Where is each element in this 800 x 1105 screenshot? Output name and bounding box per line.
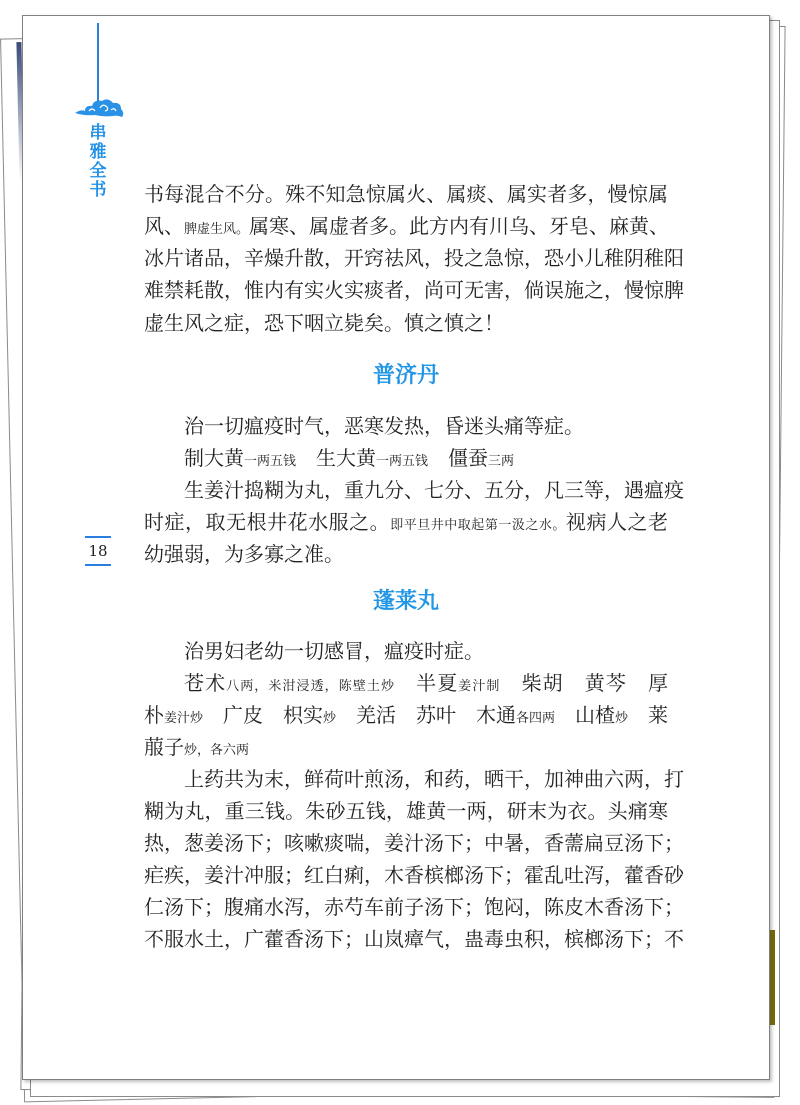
text-segment: 山楂 — [555, 703, 616, 727]
annotation-note: 三两 — [488, 454, 515, 469]
text-segment: 生大黄 — [296, 446, 377, 470]
text-line — [144, 862, 684, 888]
text-line — [144, 277, 684, 303]
annotation-note: 炒 — [615, 711, 629, 726]
text-segment: 莱 — [628, 703, 669, 727]
text-line — [144, 702, 668, 732]
text-segment: 羌活 苏叶 木通 — [336, 703, 517, 727]
page-number: 18 — [85, 536, 111, 566]
text-line — [144, 830, 684, 856]
text-line — [184, 477, 684, 503]
text-line — [144, 245, 684, 271]
text-line — [144, 541, 668, 567]
annotation-note: 炒 — [323, 711, 337, 726]
text-line — [144, 894, 684, 920]
text-segment: 柴胡 黄芩 厚 — [500, 671, 669, 695]
text-line — [184, 445, 668, 475]
text-line — [144, 310, 668, 336]
text-segment: 僵蚕 — [428, 446, 489, 470]
annotation-note: 各四两 — [516, 711, 556, 726]
annotation-note: 即平旦井中取起第一汲之水。 — [390, 518, 566, 533]
text-segment: 时症，取无根井花水服之。 — [144, 510, 391, 534]
annotation-note: 一两五钱 — [244, 454, 297, 469]
text-segment: 治男妇老幼一切感冒，瘟疫时症。 — [184, 639, 484, 663]
text-segment: 热，葱姜汤下；咳嗽痰喘，姜汁汤下；中暑，香薷扁豆汤下； — [144, 831, 684, 855]
annotation-note: 八两，米泔浸透，陈壁土炒 — [226, 679, 396, 694]
text-segment: 冰片诸品，辛燥升散，开窍祛风，投之急惊，恐小儿稚阴稚阳 — [144, 246, 684, 270]
text-line — [184, 766, 684, 792]
annotation-note: 姜汁炒 — [164, 711, 204, 726]
text-segment: 视病人之老 — [565, 510, 668, 534]
text-segment: 仁汤下；腹痛水泻，赤芍车前子汤下；饱闷，陈皮木香汤下； — [144, 895, 684, 919]
text-segment: 广皮 枳实 — [203, 703, 324, 727]
text-segment: 糊为丸，重三钱。朱砂五钱，雄黄一两，研末为衣。头痛寒 — [144, 799, 668, 823]
text-segment: 虚生风之症，恐下咽立毙矣。慎之慎之！ — [144, 311, 504, 335]
text-segment: 治一切瘟疫时气，恶寒发热，昏迷头痛等症。 — [184, 414, 584, 438]
annotation-note: 一两五钱 — [376, 454, 429, 469]
section-heading: 蓬莱丸 — [372, 588, 439, 614]
text-segment: 朴 — [144, 703, 164, 727]
text-line — [184, 670, 668, 700]
text-line — [144, 181, 668, 207]
text-segment: 生姜汁捣糊为丸，重九分、七分、五分，凡三等，遇瘟疫 — [184, 478, 684, 502]
series-title: 串雅全书 — [89, 123, 107, 200]
text-segment: 半夏 — [395, 671, 459, 695]
text-segment: 风、 — [144, 214, 184, 238]
text-segment: 制大黄 — [184, 446, 244, 470]
text-segment: 幼强弱，为多寡之准。 — [144, 542, 344, 566]
annotation-note: 炒，各六两 — [184, 743, 250, 758]
book-page — [22, 15, 770, 1080]
text-segment: 属寒、属虚者多。此方内有川乌、牙皂、麻黄、 — [249, 214, 670, 238]
text-line — [144, 926, 684, 952]
annotation-note: 姜汁制 — [458, 679, 501, 694]
text-segment: 疟疾，姜汁冲服；红白痢，木香槟榔汤下；霍乱吐泻，藿香砂 — [144, 863, 684, 887]
text-line — [184, 638, 668, 664]
cloud-ornament-icon — [73, 96, 125, 120]
text-segment: 书每混合不分。殊不知急惊属火、属痰、属实者多，慢惊属 — [144, 182, 668, 206]
text-segment: 上药共为末，鲜荷叶煎汤，和药，晒干，加神曲六两，打 — [184, 767, 684, 791]
text-line — [144, 798, 668, 824]
text-line — [144, 509, 668, 539]
text-segment: 菔子 — [144, 735, 184, 759]
text-line — [184, 413, 668, 439]
text-segment: 难禁耗散，惟内有实火实痰者，尚可无害，倘误施之，慢惊脾 — [144, 278, 684, 302]
section-heading: 普济丹 — [372, 362, 439, 388]
text-segment: 不服水土，广藿香汤下；山岚瘴气，蛊毒虫积，槟榔汤下；不 — [144, 927, 684, 951]
text-line — [144, 213, 668, 243]
text-segment: 苍术 — [184, 671, 227, 695]
annotation-note: 脾虚生风。 — [184, 222, 250, 237]
text-line — [144, 734, 668, 764]
